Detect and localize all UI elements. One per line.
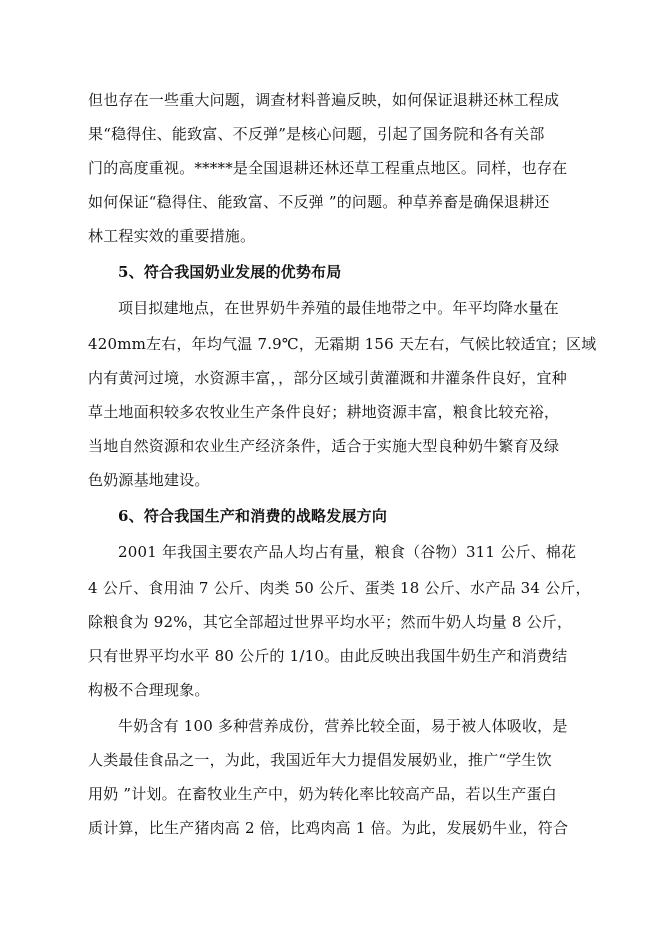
paragraph-4-line-2: 人类最佳食品之一，为此，我国近年大力提倡发展奶业，推广“学生饮 [88, 751, 552, 769]
section-heading-5: 5、符合我国奶业发展的优势布局 [118, 263, 342, 281]
paragraph-1-line-5: 林工程实效的重要措施。 [88, 227, 256, 245]
paragraph-2-line-3: 内有黄河过境，水资源丰富，，部分区域引黄灌溉和井灌条件良好，宜种 [88, 369, 567, 387]
paragraph-2-line-2: 420mm左右，年均气温 7.9℃，无霜期 156 天左右，气候比较适宜；区域 [88, 335, 597, 353]
paragraph-2-line-4: 草土地面积较多农牧业生产条件良好；耕地资源丰富，粮食比较充裕， [88, 403, 560, 421]
paragraph-4-line-3: 用奶 ”计划。在畜牧业生产中，奶为转化率比较高产品，若以生产蛋白 [88, 785, 557, 803]
paragraph-2-line-1: 项目拟建地点，在世界奶牛养殖的最佳地带之中。年平均降水量在 [118, 299, 559, 317]
paragraph-3-line-1: 2001 年我国主要农产品人均占有量，粮食（谷物）311 公斤、棉花 [118, 543, 577, 561]
paragraph-1-line-1: 但也存在一些重大问题，调查材料普遍反映，如何保证退耕还林工程成 [88, 91, 560, 109]
paragraph-2-line-6: 色奶源基地建设。 [88, 471, 210, 489]
section-heading-6: 6、符合我国生产和消费的战略发展方向 [118, 507, 388, 525]
paragraph-3-line-2: 4 公斤、食用油 7 公斤、肉类 50 公斤、蛋类 18 公斤、水产品 34 公斤， [88, 579, 591, 597]
paragraph-3-line-3: 除粮食为 92%，其它全部超过世界平均水平；然而牛奶人均量 8 公斤， [88, 613, 573, 631]
paragraph-3-line-4: 只有世界平均水平 80 公斤的 1/10。由此反映出我国牛奶生产和消费结 [88, 647, 568, 665]
paragraph-1-line-4: 如何保证“稳得住、能致富、不反弹 ”的问题。种草养畜是确保退耕还 [88, 193, 550, 211]
paragraph-4-line-1: 牛奶含有 100 多种营养成份，营养比较全面，易于被人体吸收，是 [118, 717, 568, 735]
paragraph-1-line-2: 果“稳得住、能致富、不反弹”是核心问题，引起了国务院和各有关部 [88, 125, 545, 143]
paragraph-1-line-3: 门的高度重视。*****是全国退耕还林还草工程重点地区。同样，也存在 [88, 159, 568, 177]
paragraph-3-line-5: 构极不合理现象。 [88, 681, 210, 699]
paragraph-2-line-5: 当地自然资源和农业生产经济条件，适合于实施大型良种奶牛繁育及绿 [88, 437, 560, 455]
paragraph-4-line-4: 质计算，比生产猪肉高 2 倍，比鸡肉高 1 倍。为此，发展奶牛业，符合 [88, 819, 569, 837]
